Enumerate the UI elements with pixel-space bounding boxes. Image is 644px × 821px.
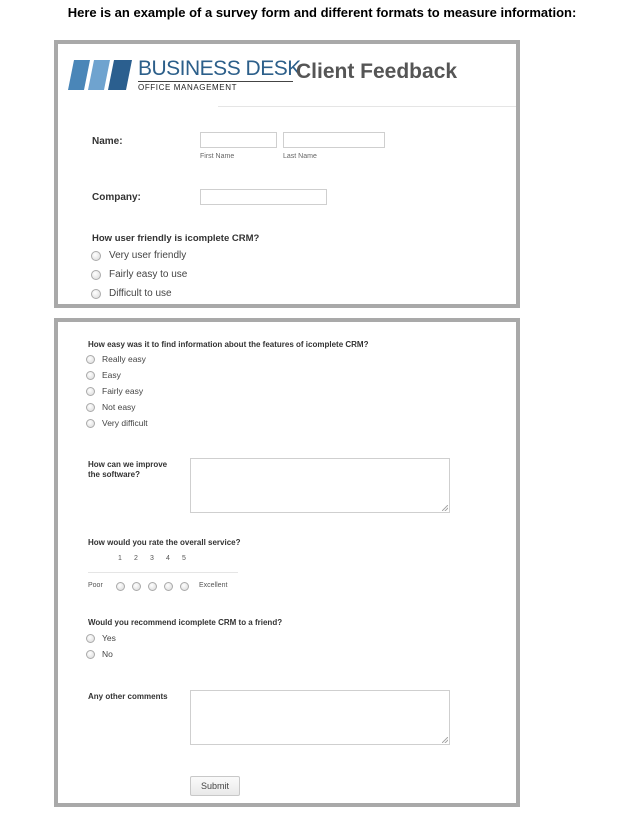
radio-button[interactable] — [86, 403, 95, 412]
radio-button[interactable] — [86, 355, 95, 364]
rating-low-label: Poor — [88, 582, 103, 589]
header-divider — [218, 106, 516, 107]
option-label: Fairly easy — [102, 386, 144, 396]
option-fairly-easy[interactable] — [86, 386, 143, 396]
comments-label: Any other comments — [88, 692, 168, 701]
option-yes[interactable] — [86, 633, 116, 643]
name-label: Name: — [92, 136, 123, 147]
rating-radio-5[interactable] — [180, 582, 189, 591]
radio-button[interactable] — [86, 387, 95, 396]
survey-panel-bottom — [54, 318, 520, 807]
option-label: Easy — [102, 370, 121, 380]
resize-handle-icon[interactable] — [442, 505, 448, 511]
rating-radio-3[interactable] — [148, 582, 157, 591]
company-input[interactable] — [200, 189, 327, 205]
rating-radio-4[interactable] — [164, 582, 173, 591]
intro-heading: Here is an example of a survey form and different formats to measure information: — [67, 5, 577, 20]
scale-number-3: 3 — [150, 555, 154, 562]
radio-button[interactable] — [91, 289, 101, 299]
option-fairly-easy-to-use[interactable] — [91, 269, 187, 280]
first-name-caption: First Name — [200, 153, 235, 160]
option-very-user-friendly[interactable] — [91, 250, 186, 261]
option-label: Fairly easy to use — [109, 269, 188, 280]
rating-divider — [88, 572, 238, 573]
form-title: Client Feedback — [296, 60, 458, 83]
survey-panel-top — [54, 40, 520, 308]
first-name-input[interactable] — [200, 132, 277, 148]
company-label: Company: — [92, 192, 141, 203]
option-label: Really easy — [102, 354, 146, 364]
radio-button[interactable] — [86, 419, 95, 428]
option-label: Difficult to use — [109, 288, 172, 299]
resize-handle-icon[interactable] — [442, 737, 448, 743]
radio-button[interactable] — [91, 270, 101, 280]
radio-button[interactable] — [86, 371, 95, 380]
option-difficult-to-use[interactable] — [91, 288, 172, 299]
question-recommend: Would you recommend icomplete CRM to a friend? — [88, 618, 283, 627]
brand-underline — [138, 81, 293, 82]
rating-radio-1[interactable] — [116, 582, 125, 591]
option-very-difficult[interactable] — [86, 418, 148, 428]
improve-textarea[interactable] — [190, 458, 450, 513]
brand — [138, 58, 301, 92]
logo-stripe-2 — [88, 60, 110, 90]
comments-textarea[interactable] — [190, 690, 450, 745]
logo-stripe-1 — [68, 60, 90, 90]
scale-number-4: 4 — [166, 555, 170, 562]
submit-button[interactable]: Submit — [190, 776, 240, 796]
option-label: No — [102, 649, 113, 659]
option-label: Very difficult — [102, 418, 148, 428]
option-no[interactable] — [86, 649, 113, 659]
question-find-info: How easy was it to find information about the features of icomplete CRM? — [88, 340, 369, 349]
scale-number-5: 5 — [182, 555, 186, 562]
last-name-caption: Last Name — [283, 153, 317, 160]
improve-label-line1: How can we improve — [88, 460, 168, 469]
logo-stripe-3 — [108, 60, 132, 90]
improve-label-line2: the software? — [88, 470, 141, 479]
question-user-friendly: How user friendly is icomplete CRM? — [92, 233, 260, 244]
question-rating: How would you rate the overall service? — [88, 538, 241, 547]
rating-high-label: Excellent — [199, 582, 228, 589]
last-name-input[interactable] — [283, 132, 385, 148]
option-label: Not easy — [102, 402, 136, 412]
option-not-easy[interactable] — [86, 402, 136, 412]
business-desk-logo — [68, 60, 132, 90]
radio-button[interactable] — [91, 251, 101, 261]
option-label: Very user friendly — [109, 250, 187, 261]
brand-name: BUSINESS DESK — [138, 57, 301, 80]
radio-button[interactable] — [86, 634, 95, 643]
improve-label — [88, 460, 167, 480]
rating-radio-2[interactable] — [132, 582, 141, 591]
option-really-easy[interactable] — [86, 354, 146, 364]
option-label: Yes — [102, 633, 116, 643]
scale-number-2: 2 — [134, 555, 138, 562]
brand-subtitle: OFFICE MANAGEMENT — [138, 83, 238, 92]
scale-number-1: 1 — [118, 555, 122, 562]
radio-button[interactable] — [86, 650, 95, 659]
option-easy[interactable] — [86, 370, 121, 380]
